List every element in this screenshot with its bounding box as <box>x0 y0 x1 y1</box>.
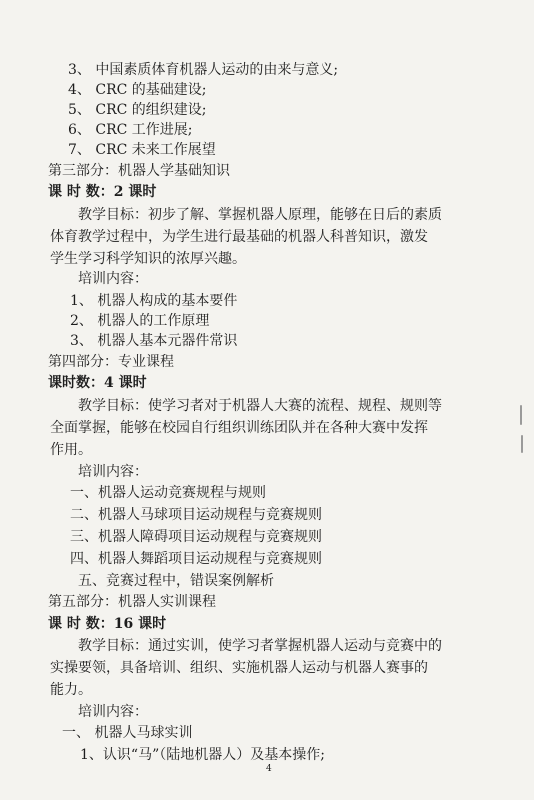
list-item: 7、 CRC 未来工作展望 <box>68 142 216 158</box>
list-item: 3、 中国素质体育机器人运动的由来与意义; <box>68 62 339 78</box>
list-item: 五、竞赛过程中，错误案例解析 <box>78 573 274 589</box>
list-item: 三、机器人障碍项目运动规程与竞赛规则 <box>70 529 322 545</box>
hours-label: 课 时 数：2 课时 <box>48 184 157 200</box>
hours-label: 课 时 数：16 课时 <box>48 616 167 632</box>
goal-paragraph-line: 教学目标：通过实训，使学习者掌握机器人运动与竞赛中的 <box>78 638 442 654</box>
list-item: 1、认识“马”（陆地机器人）及基本操作; <box>80 747 325 763</box>
scan-speck <box>521 435 523 453</box>
content-heading: 培训内容： <box>78 704 148 720</box>
section-heading: 第三部分：机器人学基础知识 <box>48 163 230 179</box>
list-item: 5、 CRC 的组织建设; <box>68 102 207 118</box>
goal-paragraph-line: 教学目标：使学习者对于机器人大赛的流程、规程、规则等 <box>78 398 442 414</box>
list-item: 一、机器人运动竞赛规程与规则 <box>70 485 266 501</box>
list-item: 二、机器人马球项目运动规程与竞赛规则 <box>70 507 322 523</box>
content-heading: 培训内容： <box>78 464 148 480</box>
goal-paragraph-line: 教学目标：初步了解、掌握机器人原理，能够在日后的素质 <box>78 207 442 223</box>
page-number: 4 <box>266 764 272 774</box>
list-item: 1、 机器人构成的基本要件 <box>70 293 238 309</box>
list-item: 一、 机器人马球实训 <box>62 725 193 741</box>
content-heading: 培训内容： <box>78 271 148 287</box>
goal-paragraph-line: 全面掌握，能够在校园自行组织训练团队并在各种大赛中发挥 <box>50 420 428 436</box>
goal-paragraph-line: 作用。 <box>50 442 92 458</box>
section-heading: 第四部分：专业课程 <box>48 354 174 370</box>
list-item: 四、机器人舞蹈项目运动规程与竞赛规则 <box>70 551 322 567</box>
list-item: 6、 CRC 工作进展; <box>68 122 193 138</box>
goal-paragraph-line: 实操要领，具备培训、组织、实施机器人运动与机器人赛事的 <box>50 660 428 676</box>
hours-label: 课时数：4 课时 <box>48 375 147 391</box>
section-heading: 第五部分：机器人实训课程 <box>48 594 216 610</box>
list-item: 3、 机器人基本元器件常识 <box>70 333 238 349</box>
goal-paragraph-line: 体育教学过程中，为学生进行最基础的机器人科普知识，激发 <box>50 229 428 245</box>
scan-speck <box>520 405 522 425</box>
list-item: 4、 CRC 的基础建设; <box>68 82 207 98</box>
goal-paragraph-line: 能力。 <box>50 682 92 698</box>
goal-paragraph-line: 学生学习科学知识的浓厚兴趣。 <box>50 251 246 267</box>
list-item: 2、 机器人的工作原理 <box>70 313 210 329</box>
